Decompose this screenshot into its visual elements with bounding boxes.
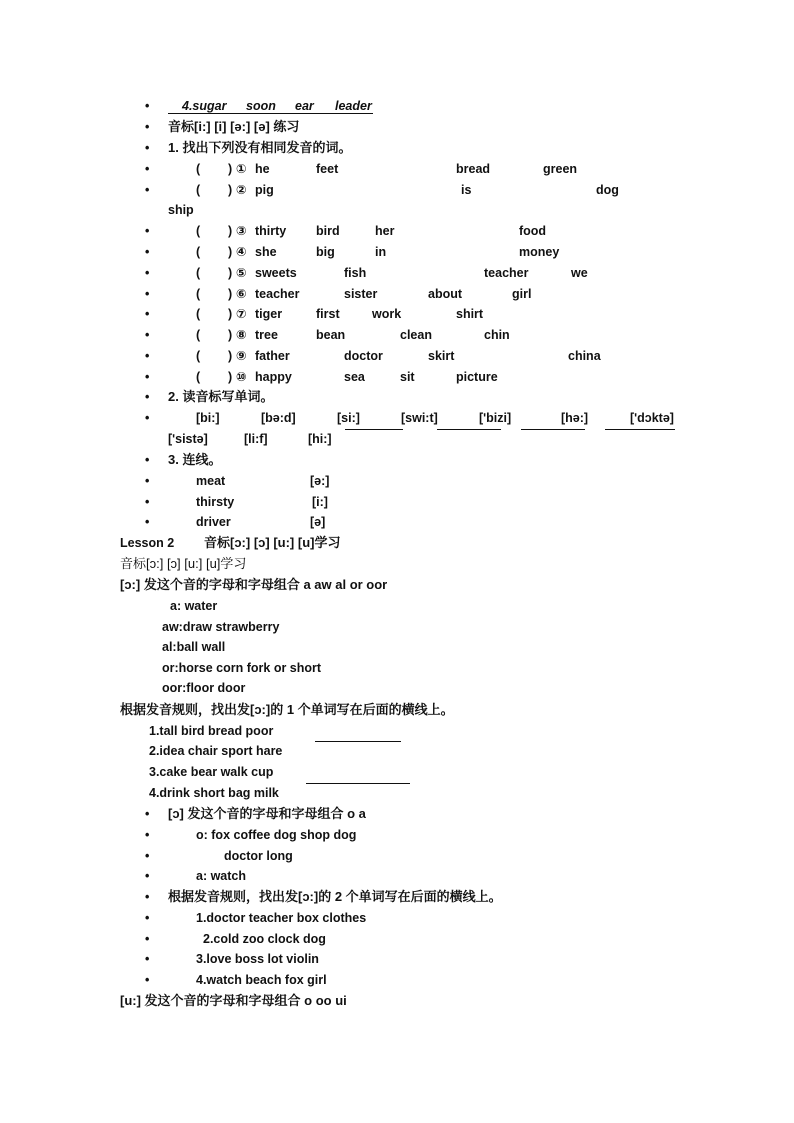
example-line: or:horse corn fork or short: [162, 661, 322, 675]
o-long-item: [0, 596, 794, 616]
bullet: •: [145, 162, 150, 176]
word: tree: [255, 328, 278, 342]
item-number: ⑩: [236, 370, 247, 384]
bullet: •: [145, 287, 150, 301]
exercise-1-row: [0, 263, 794, 283]
word: china: [568, 349, 601, 363]
word: 4.sugar: [182, 99, 227, 113]
question-item: 3.cake bear walk cup: [149, 765, 274, 779]
o-long-heading: [0, 575, 794, 595]
question-item: 2.cold zoo clock dog: [203, 932, 326, 946]
word: first: [316, 307, 340, 321]
item-number: ⑦: [236, 307, 247, 321]
question-1-title: [0, 700, 794, 720]
match-word[interactable]: thirsty: [196, 495, 235, 509]
item-number: ⑤: [236, 266, 247, 280]
word: skirt: [428, 349, 455, 363]
match-phonetic[interactable]: [ə]: [310, 515, 326, 529]
answer-blank[interactable]: [521, 429, 585, 430]
answer-blank[interactable]: [605, 429, 675, 430]
exercise-1-row: [0, 346, 794, 366]
answer-blank[interactable]: [306, 783, 410, 784]
word: feet: [316, 162, 339, 176]
answer-paren-open[interactable]: (: [196, 183, 201, 197]
word: chin: [484, 328, 510, 342]
answer-blank[interactable]: [315, 741, 401, 742]
word: doctor: [344, 349, 383, 363]
question-item: 4.watch beach fox girl: [196, 973, 327, 987]
answer-paren-close[interactable]: ): [228, 307, 233, 321]
answer-paren-close[interactable]: ): [228, 287, 233, 301]
answer-paren-close[interactable]: ): [228, 328, 233, 342]
phonetic: [si:]: [337, 411, 360, 425]
example-line: oor:floor door: [162, 681, 246, 695]
title-line: [0, 96, 794, 116]
bullet: •: [145, 911, 150, 925]
bullet: •: [145, 224, 150, 238]
bullet: •: [145, 849, 150, 863]
lesson-2-header: [0, 533, 794, 553]
match-phonetic[interactable]: [i:]: [312, 495, 328, 509]
word: bread: [456, 162, 491, 176]
question-1-item: [0, 741, 794, 761]
word: father: [255, 349, 290, 363]
match-phonetic[interactable]: [ə:]: [310, 474, 330, 488]
answer-paren-close[interactable]: ): [228, 245, 233, 259]
word: money: [519, 245, 560, 259]
exercise-1-row: [0, 367, 794, 387]
question-item: 1.tall bird bread poor: [149, 724, 274, 738]
bullet: •: [145, 328, 150, 342]
item-number: ⑥: [236, 287, 247, 301]
phonetic: [hə:]: [561, 411, 589, 425]
phonetics-row-1: [0, 408, 794, 428]
example-line: aw:draw strawberry: [162, 620, 280, 634]
example-line: doctor long: [224, 849, 293, 863]
item-number: ③: [236, 224, 247, 238]
bullet: •: [145, 141, 150, 155]
matching-row: [0, 492, 794, 512]
question-2-item: [0, 908, 794, 928]
exercise-1-row: [0, 221, 794, 241]
word: her: [375, 224, 395, 238]
o-short-item: [0, 825, 794, 845]
answer-paren-open[interactable]: (: [196, 245, 201, 259]
phonetic: [bə:d]: [261, 411, 296, 425]
heading: [0, 117, 794, 137]
match-word[interactable]: meat: [196, 474, 226, 488]
answer-paren-open[interactable]: (: [196, 307, 201, 321]
answer-paren-open[interactable]: (: [196, 287, 201, 301]
word: we: [571, 266, 588, 280]
exercise-3-title: [0, 450, 794, 470]
example-line: al:ball wall: [162, 640, 226, 654]
word: fish: [344, 266, 367, 280]
o-long-item: [0, 637, 794, 657]
word: dog: [596, 183, 619, 197]
word: big: [316, 245, 335, 259]
answer-paren-open[interactable]: (: [196, 370, 201, 384]
bullet: •: [145, 932, 150, 946]
bullet: •: [145, 807, 150, 821]
bullet: •: [145, 890, 150, 904]
answer-paren-open[interactable]: (: [196, 224, 201, 238]
word: teacher: [255, 287, 300, 301]
o-long-item: [0, 678, 794, 698]
phonetic: [bi:]: [196, 411, 220, 425]
phonetic: [swi:t]: [401, 411, 438, 425]
phonetic: [ʹsistə]: [168, 432, 208, 446]
answer-paren-open[interactable]: (: [196, 266, 201, 280]
answer-paren-close[interactable]: ): [228, 349, 233, 363]
bullet: •: [145, 869, 150, 883]
question-2-title: [0, 887, 794, 907]
bullet: •: [145, 307, 150, 321]
question-2-item: [0, 970, 794, 990]
answer-blank[interactable]: [437, 429, 501, 430]
word: green: [543, 162, 578, 176]
exercise-title: 1. 找出下列没有相同发音的词。: [168, 140, 352, 155]
bullet: •: [145, 495, 150, 509]
exercise-title: 3. 连线。: [168, 452, 222, 467]
word: happy: [255, 370, 292, 384]
bullet: •: [145, 349, 150, 363]
word: he: [255, 162, 270, 176]
phonetic: [li:f]: [244, 432, 268, 446]
question-item: 3.love boss lot violin: [196, 952, 319, 966]
question-title: 根据发音规则，找出发[ɔ:]的 1 个单词写在后面的横线上。: [120, 702, 454, 717]
word: ear: [295, 99, 314, 113]
exercise-1-row: [0, 325, 794, 345]
bullet: •: [145, 411, 150, 425]
word: sea: [344, 370, 365, 384]
o-short-item: [0, 866, 794, 886]
word: pig: [255, 183, 274, 197]
word: teacher: [484, 266, 529, 280]
lesson-2-subtitle: [0, 554, 794, 574]
phonetic: [hi:]: [308, 432, 332, 446]
phonetics-row-2: [0, 429, 794, 449]
exercise-1-row: [0, 159, 794, 179]
word: food: [519, 224, 547, 238]
bullet: •: [145, 99, 150, 113]
answer-paren-open[interactable]: (: [196, 162, 201, 176]
word: about: [428, 287, 463, 301]
item-number: ⑨: [236, 349, 247, 363]
answer-paren-open[interactable]: (: [196, 349, 201, 363]
o-short-heading: [0, 804, 794, 824]
bullet: •: [145, 390, 150, 404]
word: sweets: [255, 266, 297, 280]
question-2-item: [0, 929, 794, 949]
section-heading: [ɔ] 发这个音的字母和字母组合 o a: [168, 806, 366, 821]
word: bird: [316, 224, 340, 238]
word: sit: [400, 370, 415, 384]
word: clean: [400, 328, 432, 342]
bullet: •: [145, 120, 150, 134]
word: is: [461, 183, 472, 197]
word: in: [375, 245, 387, 259]
question-title: 根据发音规则，找出发[ɔ:]的 2 个单词写在后面的横线上。: [168, 889, 502, 904]
question-item: 2.idea chair sport hare: [149, 744, 283, 758]
exercise-1-row: [0, 304, 794, 324]
bullet: •: [145, 453, 150, 467]
question-1-item: [0, 762, 794, 782]
question-1-item: [0, 721, 794, 741]
o-long-item: [0, 658, 794, 678]
answer-blank[interactable]: [345, 429, 403, 430]
example-line: o: fox coffee dog shop dog: [196, 828, 357, 842]
question-1-item: [0, 783, 794, 803]
word: leader: [335, 99, 372, 113]
lesson-title: 音标[ɔ:] [ɔ] [u:] [u]学习: [204, 535, 341, 550]
word: shirt: [456, 307, 484, 321]
bullet: •: [145, 474, 150, 488]
bullet: •: [145, 973, 150, 987]
answer-paren-close[interactable]: ): [228, 266, 233, 280]
o-long-item: [0, 617, 794, 637]
bullet: •: [145, 245, 150, 259]
bullet: •: [145, 370, 150, 384]
bullet: •: [145, 952, 150, 966]
matching-row: [0, 512, 794, 532]
item-number: ④: [236, 245, 247, 259]
answer-paren-open[interactable]: (: [196, 328, 201, 342]
word: tiger: [255, 307, 283, 321]
example-line: a: water: [170, 599, 218, 613]
item-number: ⑧: [236, 328, 247, 342]
example-line: a: watch: [196, 869, 247, 883]
match-word[interactable]: driver: [196, 515, 231, 529]
word: she: [255, 245, 277, 259]
bullet: •: [145, 183, 150, 197]
u-long-heading: [0, 991, 794, 1011]
word: bean: [316, 328, 346, 342]
answer-paren-close[interactable]: ): [228, 162, 233, 176]
word: thirty: [255, 224, 287, 238]
exercise-1-row: [0, 284, 794, 304]
section-heading: [ɔ:] 发这个音的字母和字母组合 a aw al or oor: [120, 577, 388, 592]
word: picture: [456, 370, 498, 384]
heading-text: 音标[i:] [i] [ə:] [ə] 练习: [168, 119, 300, 134]
section-heading: [u:] 发这个音的字母和字母组合 o oo ui: [120, 993, 347, 1008]
word: work: [372, 307, 402, 321]
exercise-1-title: [0, 138, 794, 158]
bullet: •: [145, 266, 150, 280]
item-number: ①: [236, 162, 247, 176]
word: girl: [512, 287, 532, 301]
word: soon: [246, 99, 276, 113]
exercise-1-row-wrap: [0, 200, 794, 220]
exercise-2-title: [0, 387, 794, 407]
exercise-title: 2. 读音标写单词。: [168, 389, 274, 404]
phonetic: [ʹdɔktə]: [630, 411, 674, 425]
bullet: •: [145, 828, 150, 842]
question-item: 1.doctor teacher box clothes: [196, 911, 367, 925]
question-item: 4.drink short bag milk: [149, 786, 279, 800]
word: ship: [168, 203, 194, 217]
phonetic: [ʹbizi]: [479, 411, 512, 425]
item-number: ②: [236, 183, 247, 197]
answer-paren-close[interactable]: ): [228, 183, 233, 197]
answer-paren-close[interactable]: ): [228, 224, 233, 238]
bullet: •: [145, 515, 150, 529]
question-2-item: [0, 949, 794, 969]
exercise-1-row: [0, 180, 794, 200]
o-short-item: [0, 846, 794, 866]
word: sister: [344, 287, 378, 301]
lesson-label: Lesson 2: [120, 536, 175, 550]
lesson-subtitle: 音标[ɔ:] [ɔ] [u:] [u]学习: [120, 556, 247, 571]
exercise-1-row: [0, 242, 794, 262]
matching-row: [0, 471, 794, 491]
answer-paren-close[interactable]: ): [228, 370, 233, 384]
